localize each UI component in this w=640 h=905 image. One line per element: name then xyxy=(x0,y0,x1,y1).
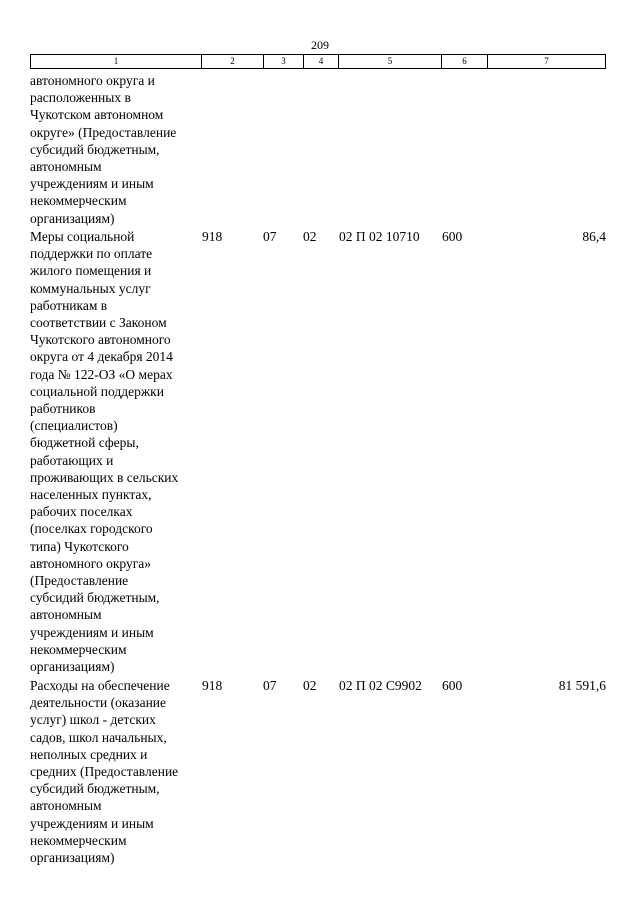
ministry-code: 918 xyxy=(202,229,223,244)
section-code: 07 xyxy=(263,229,277,244)
target-article-code: 02 П 02 10710 xyxy=(339,229,420,244)
expense-type-code: 600 xyxy=(442,229,463,244)
column-header-7: 7 xyxy=(544,56,549,66)
target-article-code: 02 П 02 С9902 xyxy=(339,678,422,693)
column-header-3: 3 xyxy=(264,55,304,68)
section-code: 07 xyxy=(263,678,277,693)
subsection-code: 02 xyxy=(303,678,317,693)
amount: 81 591,6 xyxy=(558,678,606,693)
row-description: Меры социальной поддержки по оплате жилого помещения и коммунальных услуг работникам в соответствии с Законом Чукотского автономного округа от 4 декабря 2014 года № 122-ОЗ «О мерах социальной поддержки работников (специалистов) бюджетной сферы, работающих и проживающих в сельских населенных пунктах, рабочих поселках (поселках городского типа) Чукотского автономного округа» (Предоставление субсидий бюджетным, автономным учреждениям и иным некоммерческим организациям) xyxy=(30,229,179,675)
amount: 86,4 xyxy=(582,229,606,244)
column-header-6: 6 xyxy=(442,55,488,68)
row-description: автономного округа и расположенных в Чукотском автономном округе» (Предоставление субсидий бюджетным, автономным учреждениям и иным некоммерческим организациям) xyxy=(30,73,177,226)
column-header-4: 4 xyxy=(304,55,339,68)
subsection-code: 02 xyxy=(303,229,317,244)
table-header xyxy=(30,54,606,69)
ministry-code: 918 xyxy=(202,678,223,693)
column-header-5: 5 xyxy=(339,55,442,68)
expense-type-code: 600 xyxy=(442,678,463,693)
row-description: Расходы на обеспечение деятельности (оказание услуг) школ - детских садов, школ начальных, неполных средних и средних (Предоставление субсидий бюджетным, автономным учреждениям и иным некоммерческим организациям) xyxy=(30,678,179,866)
page-number: 209 xyxy=(311,38,329,52)
column-header-1: 1 xyxy=(31,55,202,68)
column-header-2: 2 xyxy=(202,55,264,68)
